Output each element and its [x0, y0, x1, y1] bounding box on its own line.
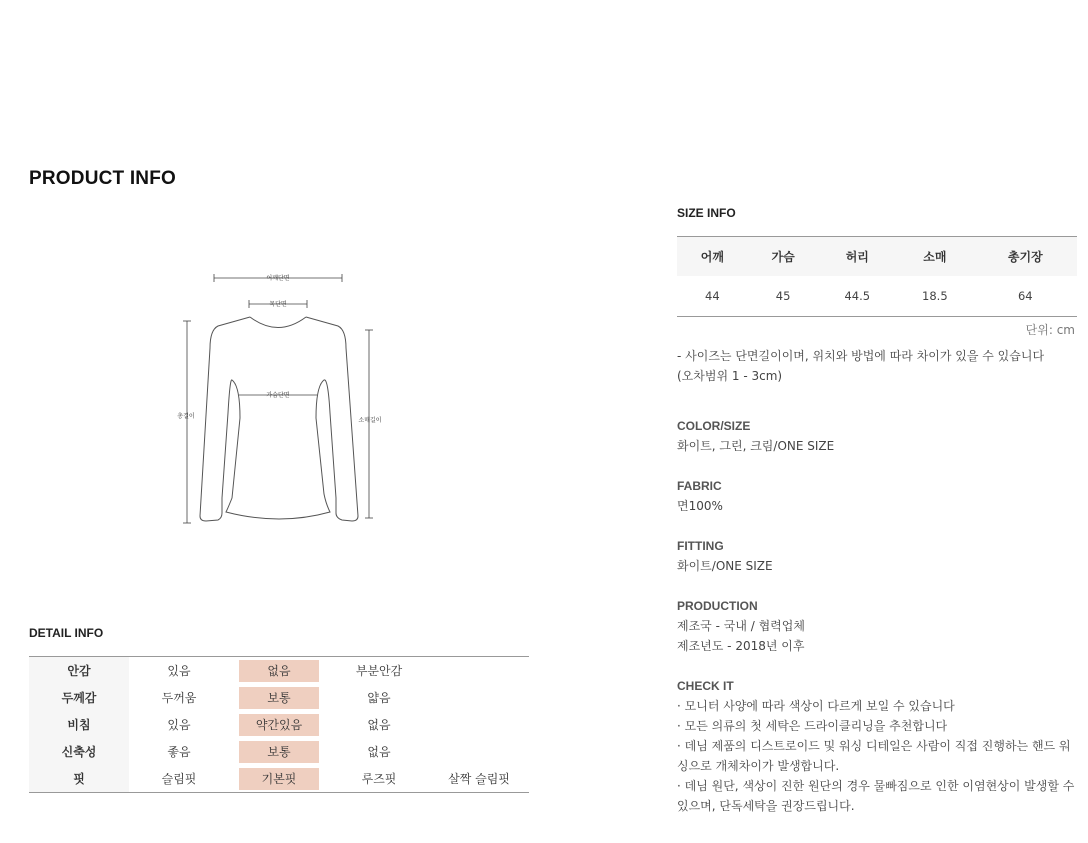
length-measure-label: 총길이 — [177, 413, 195, 420]
check-it-item: · 데님 제품의 디스트로이드 및 워싱 디테일은 사람이 직접 진행하는 핸드 워싱으로 개체차이가 발생합니다. — [677, 739, 1071, 773]
production-country: 제조국 - 국내 / 협력업체 — [677, 619, 805, 633]
size-info-table — [677, 236, 1077, 317]
check-it-item: · 모든 의류의 첫 세탁은 드라이클리닝을 추천합니다 — [677, 719, 948, 733]
fitting-heading: FITTING — [677, 539, 724, 553]
fabric-section — [677, 476, 1082, 516]
detail-option-text: 부분안감 — [355, 664, 403, 678]
size-value-cell: 45 — [775, 289, 791, 303]
detail-option-selected — [229, 765, 329, 793]
check-it-item: · 데님 원단, 색상이 진한 원단의 경우 물빠짐으로 인한 이염현상이 발생할 수 있으며, 단독세탁을 권장드립니다. — [677, 779, 1075, 813]
chest-measure-label: 가슴단면 — [266, 392, 290, 399]
detail-option — [329, 657, 429, 685]
detail-option — [429, 684, 529, 711]
page-title: PRODUCT INFO — [29, 168, 177, 189]
detail-row-label: 두께감 — [29, 684, 129, 711]
check-it-heading: CHECK IT — [677, 679, 734, 693]
size-value-cell: 64 — [1017, 289, 1033, 303]
detail-option-text: 좋음 — [167, 745, 191, 759]
detail-option — [129, 765, 229, 793]
detail-row — [29, 711, 529, 738]
production-section — [677, 596, 1082, 656]
detail-row — [29, 738, 529, 765]
size-header-cell: 소매 — [896, 237, 974, 277]
detail-option-text: 살짝 슬림핏 — [448, 772, 510, 786]
size-unit: 단위: cm — [1025, 323, 1075, 337]
detail-option-text: 슬림핏 — [161, 772, 197, 786]
size-value-cell: 44 — [705, 289, 720, 303]
detail-option — [329, 684, 429, 711]
detail-option-text: 있음 — [167, 664, 191, 678]
sleeve-measure-label: 소매길이 — [358, 417, 382, 424]
detail-info-table — [29, 656, 529, 793]
size-note-line: (오차범위 1 - 3cm) — [677, 369, 783, 383]
detail-option-selected — [229, 684, 329, 711]
detail-option — [329, 765, 429, 793]
check-it-section — [677, 676, 1082, 816]
detail-info-title: DETAIL INFO — [29, 626, 104, 640]
check-it-item: · 모니터 사양에 따라 색상이 다르게 보일 수 있습니다 — [677, 699, 955, 713]
detail-option-text: 보통 — [239, 687, 319, 709]
size-header-cell: 가슴 — [748, 237, 819, 277]
detail-option — [429, 765, 529, 793]
size-value-cell: 44.5 — [844, 289, 871, 303]
size-header-cell: 어깨 — [677, 237, 748, 277]
detail-option-selected — [229, 738, 329, 765]
detail-option-text: 루즈핏 — [361, 772, 397, 786]
detail-option-text: 두꺼움 — [161, 691, 197, 705]
detail-row — [29, 765, 529, 793]
detail-option-text: 기본핏 — [239, 768, 319, 790]
size-header-cell: 총기장 — [974, 237, 1077, 277]
detail-option-text: 약간있음 — [239, 714, 319, 736]
detail-option — [129, 738, 229, 765]
detail-option — [329, 738, 429, 765]
production-year: 제조년도 - 2018년 이후 — [677, 639, 805, 653]
detail-option — [429, 657, 529, 685]
fitting-section — [677, 536, 1082, 576]
detail-row-label: 신축성 — [29, 738, 129, 765]
fitting-text: 화이트/ONE SIZE — [677, 559, 773, 573]
detail-option — [429, 738, 529, 765]
detail-row-label: 핏 — [29, 765, 129, 793]
fabric-text: 면100% — [677, 499, 723, 513]
detail-option — [429, 711, 529, 738]
detail-option-text: 얇음 — [367, 691, 391, 705]
detail-option-text: 보통 — [239, 741, 319, 763]
production-heading: PRODUCTION — [677, 599, 758, 613]
fabric-heading: FABRIC — [677, 479, 722, 493]
detail-option — [129, 657, 229, 685]
detail-option-selected — [229, 711, 329, 738]
detail-option-selected — [229, 657, 329, 685]
garment-measurement-diagram — [170, 268, 390, 533]
detail-option — [329, 711, 429, 738]
detail-option-text: 없음 — [367, 745, 391, 759]
size-info-title: SIZE INFO — [677, 206, 736, 220]
detail-row-label: 안감 — [29, 657, 129, 685]
size-value-cell: 18.5 — [922, 289, 948, 303]
detail-row — [29, 684, 529, 711]
detail-option-text: 있음 — [167, 718, 191, 732]
color-size-text: 화이트, 그린, 크림/ONE SIZE — [677, 439, 835, 453]
color-size-heading: COLOR/SIZE — [677, 419, 751, 433]
size-note-line: - 사이즈는 단면길이이며, 위치와 방법에 따라 차이가 있을 수 있습니다 — [677, 349, 1045, 363]
detail-option — [129, 684, 229, 711]
detail-option — [129, 711, 229, 738]
detail-option-text: 없음 — [367, 718, 391, 732]
detail-row-label: 비침 — [29, 711, 129, 738]
detail-option-text: 없음 — [239, 660, 319, 682]
shoulder-measure-label: 어깨단면 — [266, 275, 290, 282]
size-note — [677, 346, 1077, 386]
size-header-cell: 허리 — [819, 237, 897, 277]
neck-measure-label: 목단면 — [269, 301, 287, 308]
color-size-section — [677, 416, 1082, 456]
detail-row — [29, 657, 529, 685]
